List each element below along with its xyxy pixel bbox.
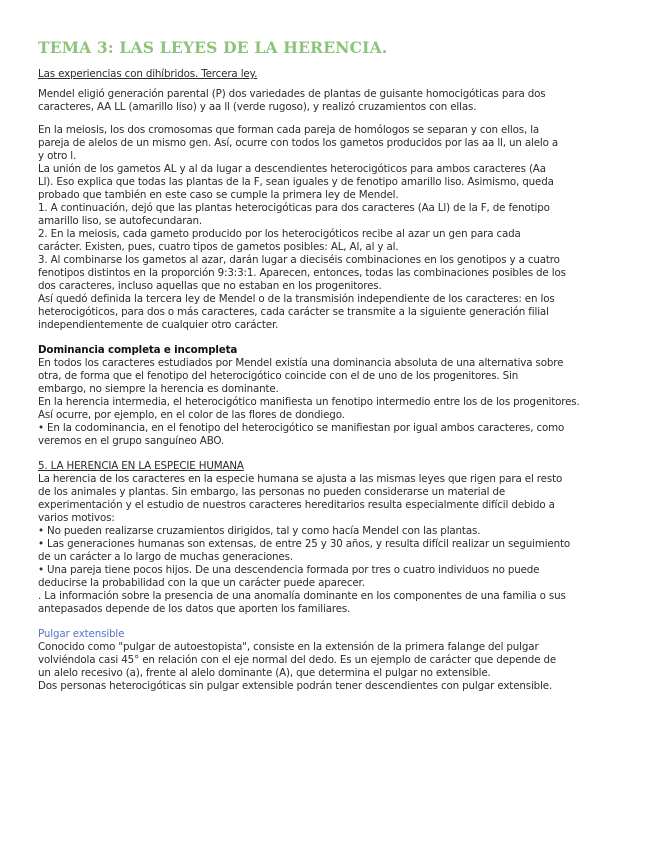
text-line: Así quedó definida la tercera ley de Mendel o de la transmisión independiente de los caracteres: en los (38, 293, 555, 305)
text-line: • No pueden realizarse cruzamientos dirigidos, tal y como hacía Mendel con las plantas. (38, 525, 481, 537)
text-line: independientemente de cualquier otro carácter. (38, 319, 279, 331)
text-line: 2. En la meiosis, cada gameto producido por los heterocigóticos recibe al azar un gen para cada (38, 228, 521, 240)
text-line: antepasados depende de los datos que aporten los familiares. (38, 603, 351, 615)
text-line: En la meiosis, los dos cromosomas que forman cada pareja de homólogos se separan y con ellos, la (38, 124, 540, 136)
text-line: carácter. Existen, pues, cuatro tipos de gametos posibles: AL, Al, al y al. (38, 241, 399, 253)
text-line: otra, de forma que el fenotipo del heterocigótico coincide con el de uno de los progenitores. Sin (38, 370, 519, 382)
text-line: un alelo recesivo (a), frente al alelo dominante (A), que determina el pulgar no extensible. (38, 667, 491, 679)
text-line: embargo, no siempre la herencia es dominante. (38, 383, 279, 395)
text-line: veremos en el grupo sanguíneo ABO. (38, 435, 225, 447)
text-line: deducirse la probabilidad con la que un carácter puede aparecer. (38, 577, 365, 589)
paragraph-thumb (38, 641, 609, 693)
text-line: La unión de los gametos AL y al da lugar a descendientes heterocigóticos para ambos caracteres (Aa (38, 163, 546, 175)
text-line: . La información sobre la presencia de una anomalía dominante en los componentes de una familia o sus (38, 590, 566, 602)
text-line: Conocido como "pulgar de autoestopista", consiste en la extensión de la primera falange del pulgar (38, 641, 539, 653)
text-line: La herencia de los caracteres en la especie humana se ajusta a las mismas leyes que rigen para el resto (38, 473, 563, 485)
text-line: En la herencia intermedia, el heterocigótico manifiesta un fenotipo intermedio entre los de los progenitores. (38, 396, 580, 408)
text-line: caracteres, AA LL (amarillo liso) y aa ll (verde rugoso), y realizó cruzamientos con ellas. (38, 101, 477, 113)
section-heading-thumb: Pulgar extensible (38, 628, 125, 640)
text-line: probado que también en este caso se cumple la primera ley de Mendel. (38, 189, 399, 201)
text-line: varios motivos: (38, 512, 115, 524)
text-line: volviéndola casi 45° en relación con el eje normal del dedo. Es un ejemplo de carácter que depende de (38, 654, 557, 666)
text-line: amarillo liso, se autofecundaran. (38, 215, 203, 227)
text-line: heterocigóticos, para dos o más caracteres, cada carácter se transmite a la siguiente generación filial (38, 306, 549, 318)
text-line: experimentación y el estudio de nuestros caracteres hereditarios resulta especialmente difícil debido a (38, 499, 555, 511)
text-line: fenotipos distintos en la proporción 9:3:3:1. Aparecen, entonces, todas las combinaciones posibles de los (38, 267, 566, 279)
text-line: dos caracteres, incluso aquellas que no estaban en los progenitores. (38, 280, 382, 292)
paragraph-dominance (38, 357, 609, 448)
text-line: En todos los caracteres estudiados por Mendel existía una dominancia absoluta de una alternativa sobre (38, 357, 564, 369)
paragraph-parental (38, 88, 609, 114)
text-line: Así ocurre, por ejemplo, en el color de las flores de dondiego. (38, 409, 345, 421)
text-line: • En la codominancia, en el fenotipo del heterocigótico se manifiestan por igual ambos caracteres, como (38, 422, 565, 434)
text-line: • Las generaciones humanas son extensas, de entre 25 y 30 años, y resulta difícil realizar un seguimiento (38, 538, 571, 550)
text-line: pareja de alelos de un mismo gen. Así, ocurre con todos los gametos producidos por las aa ll, un alelo a (38, 137, 559, 149)
text-line: de un carácter a lo largo de muchas generaciones. (38, 551, 293, 563)
section-heading-human-heredity: 5. LA HERENCIA EN LA ESPECIE HUMANA (38, 460, 244, 472)
text-line: Dos personas heterocigóticas sin pulgar extensible podrán tener descendientes con pulgar extensible. (38, 680, 553, 692)
text-line: 3. Al combinarse los gametos al azar, darán lugar a dieciséis combinaciones en los genotipos y a cuatro (38, 254, 560, 266)
paragraph-meiosis (38, 124, 609, 332)
text-line: Ll). Eso explica que todas las plantas de la F, sean iguales y de fenotipo amarillo liso. Asimismo, queda (38, 176, 554, 188)
text-line: Mendel eligió generación parental (P) dos variedades de plantas de guisante homocigóticas para dos (38, 88, 546, 100)
document-title: TEMA 3: LAS LEYES DE LA HERENCIA. (38, 38, 388, 57)
paragraph-human-heredity (38, 473, 609, 616)
text-line: • Una pareja tiene pocos hijos. De una descendencia formada por tres o cuatro individuos no puede (38, 564, 540, 576)
section-heading-dominance: Dominancia completa e incompleta (38, 344, 238, 356)
text-line: 1. A continuación, dejó que las plantas heterocigóticas para dos caracteres (Aa Ll) de la F, de fenotipo (38, 202, 550, 214)
text-line: de los animales y plantas. Sin embargo, las personas no pueden considerarse un material de (38, 486, 506, 498)
section-heading-dihybrids: Las experiencias con dihíbridos. Tercera ley. (38, 68, 258, 80)
text-line: y otro l. (38, 150, 77, 162)
